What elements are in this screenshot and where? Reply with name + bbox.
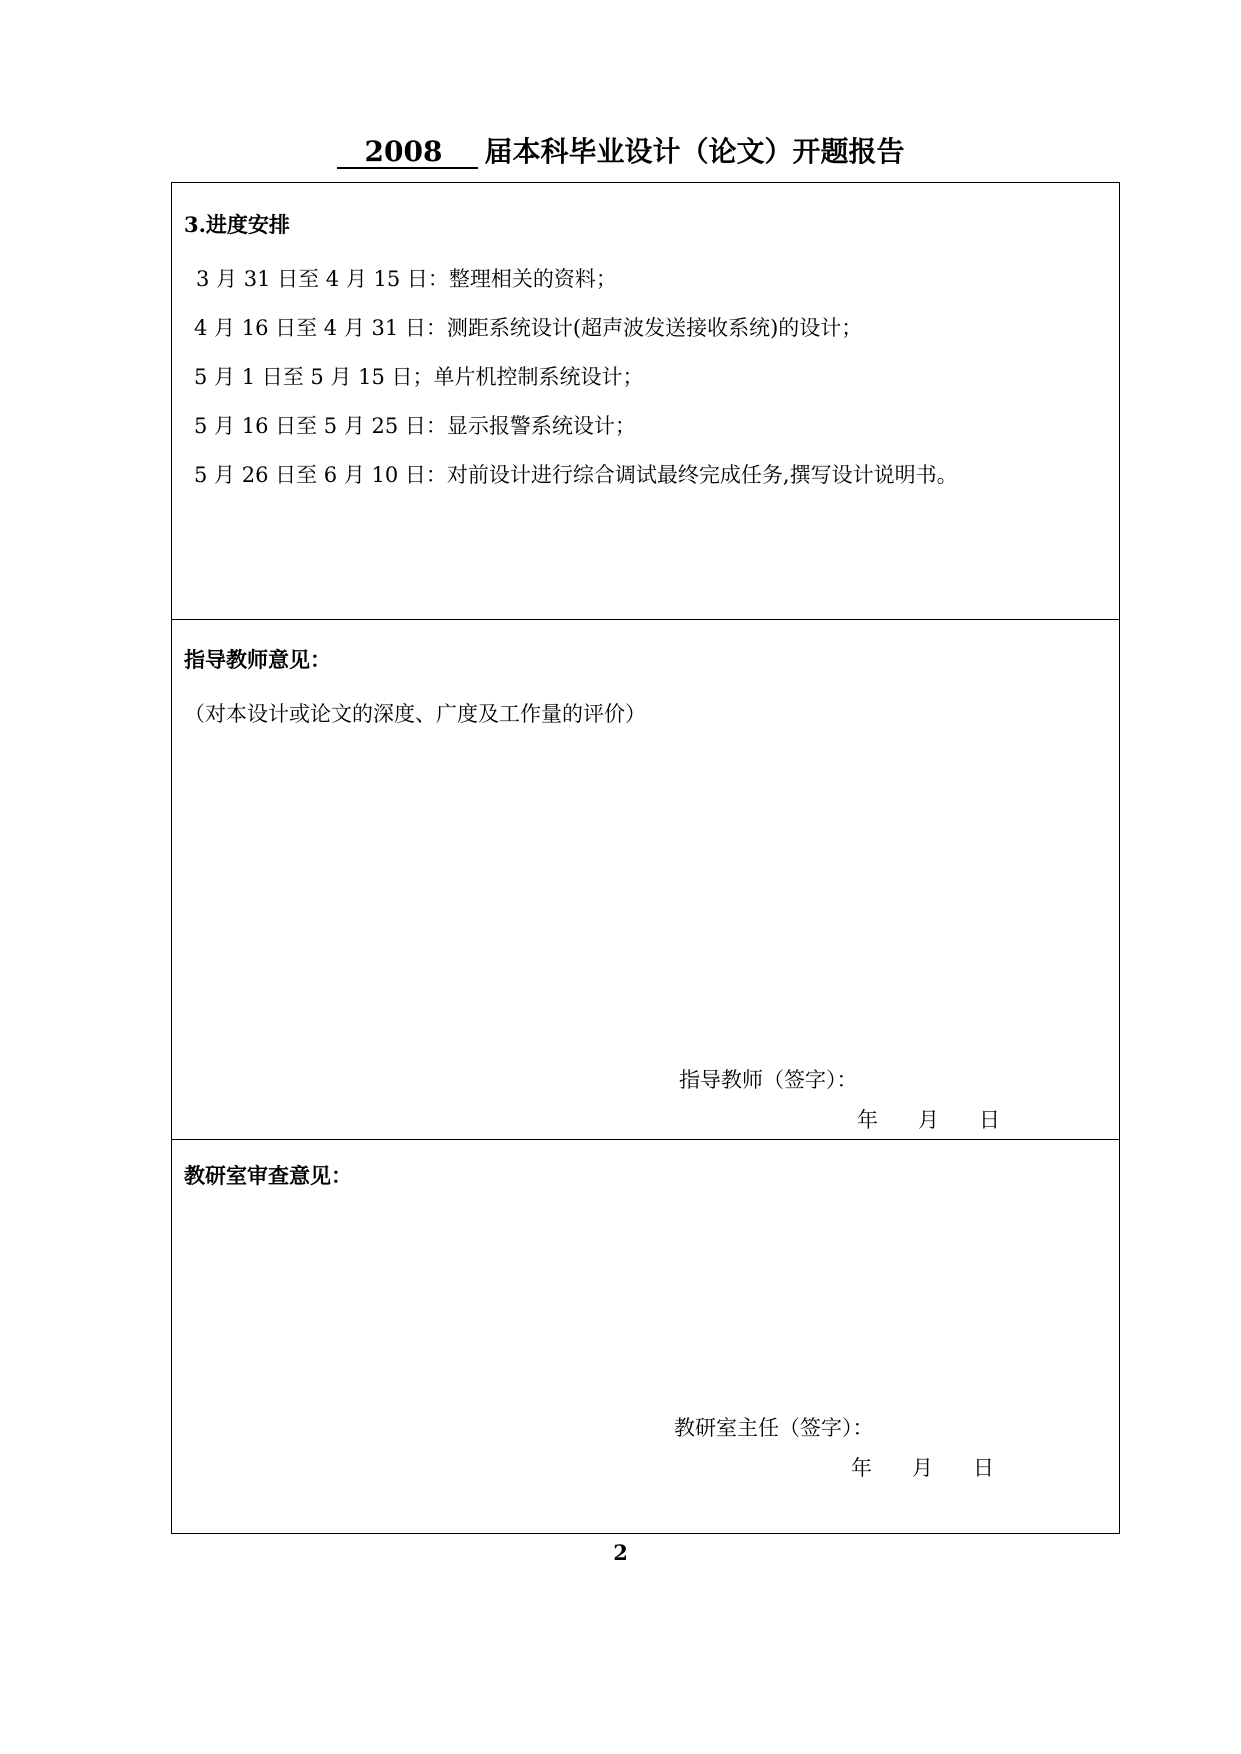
advisor-note: （对本设计或论文的深度、广度及工作量的评价）	[184, 702, 646, 726]
schedule-item: 4 月 16 日至 4 月 31 日：测距系统设计(超声波发送接收系统)的设计；	[194, 316, 863, 340]
office-heading: 教研室审查意见：	[184, 1163, 352, 1188]
schedule-item: 5 月 1 日至 5 月 15 日；单片机控制系统设计；	[194, 365, 644, 389]
date-day-label: 日	[979, 1108, 1000, 1132]
date-year-label: 年	[857, 1108, 878, 1132]
office-signature-label: 教研室主任（签字）：	[674, 1416, 874, 1440]
date-month-label: 月	[918, 1108, 939, 1132]
schedule-list	[194, 255, 958, 500]
office-section	[172, 1140, 1119, 1533]
date-day-label: 日	[973, 1456, 994, 1480]
page-title	[0, 130, 1241, 170]
report-form	[171, 182, 1120, 1534]
year-field: 2008	[337, 137, 479, 169]
advisor-heading: 指导教师意见：	[184, 647, 331, 672]
schedule-item: 5 月 16 日至 5 月 25 日：显示报警系统设计；	[194, 414, 636, 438]
schedule-item: 5 月 26 日至 6 月 10 日：对前设计进行综合调试最终完成任务,撰写设计说明书。	[194, 463, 958, 487]
advisor-signature-label: 指导教师（签字）：	[679, 1068, 858, 1092]
schedule-item: 3 月 31 日至 4 月 15 日：整理相关的资料；	[196, 267, 617, 291]
page-number: 2	[613, 1540, 628, 1565]
report-title: 届本科毕业设计（论文）开题报告	[484, 135, 905, 168]
schedule-section	[172, 183, 1119, 620]
advisor-section	[172, 620, 1119, 1140]
advisor-date	[857, 1104, 1000, 1134]
office-date	[851, 1452, 994, 1482]
date-year-label: 年	[851, 1456, 872, 1480]
date-month-label: 月	[912, 1456, 933, 1480]
schedule-heading: 3.进度安排	[184, 212, 290, 237]
